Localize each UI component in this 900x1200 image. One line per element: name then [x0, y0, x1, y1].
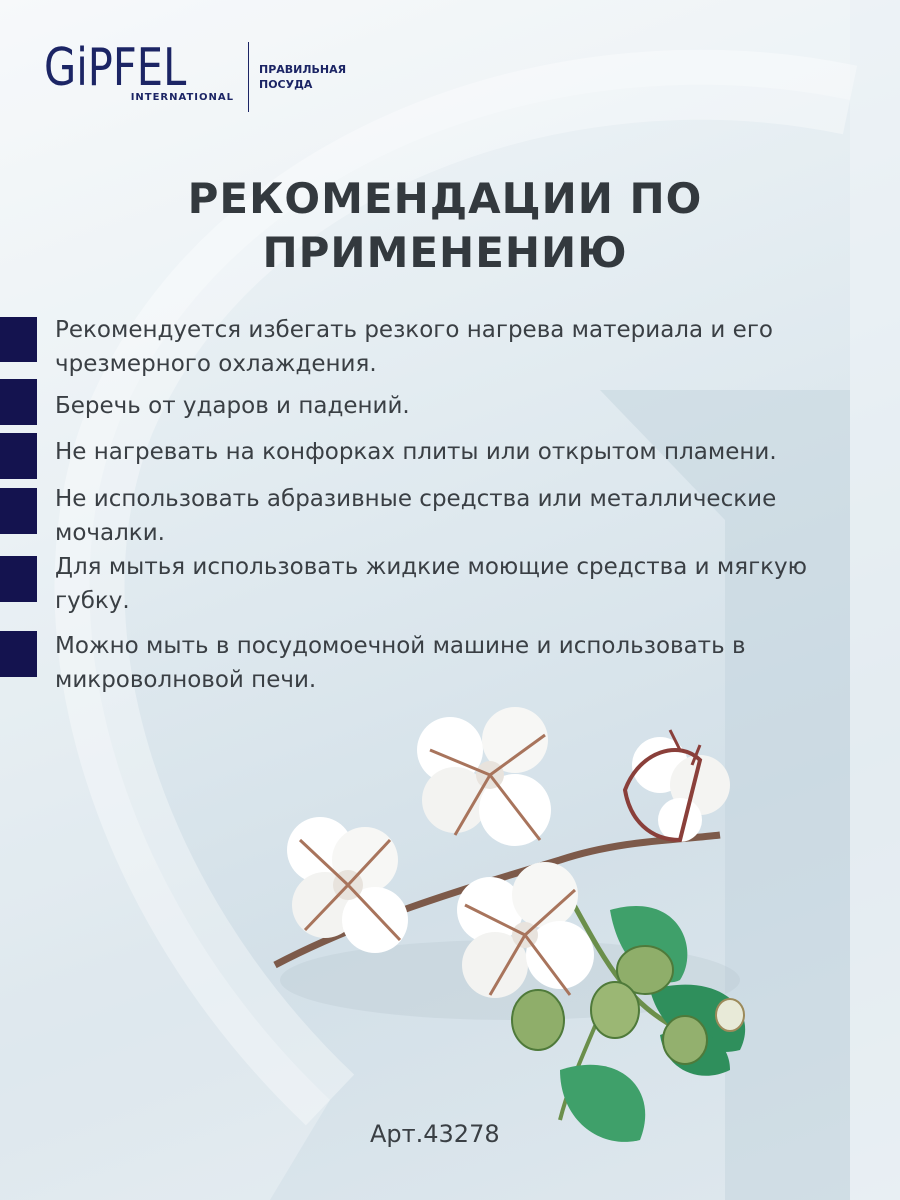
brand-name: GiPFEL: [44, 38, 187, 98]
brand-logo: [44, 38, 369, 112]
recommendation-text: Не использовать абразивные средства или металлические мочалки.: [55, 486, 777, 546]
recommendation-text: Можно мыть в посудомоечной машине и использовать в микроволновой печи.: [55, 633, 746, 693]
logo-divider: [248, 42, 249, 112]
brand-tagline-line1: ПРАВИЛЬНАЯ: [259, 63, 347, 76]
brand-tagline-line2: ПОСУДА: [259, 78, 313, 91]
recommendation-text: Рекомендуется избегать резкого нагрева материала и его чрезмерного охлаждения.: [55, 317, 773, 377]
bullet-marker: [0, 631, 37, 677]
brand-subtitle: INTERNATIONAL: [130, 92, 234, 103]
page-title: [0, 172, 890, 280]
page-title-line2: ПРИМЕНЕНИЮ: [262, 228, 628, 277]
brand-tagline: [259, 62, 369, 92]
bullet-marker: [0, 379, 37, 425]
bullet-marker: [0, 556, 37, 602]
article-number: Арт.43278: [370, 1120, 500, 1148]
page-title-line1: РЕКОМЕНДАЦИИ ПО: [187, 174, 703, 223]
recommendation-text: Не нагревать на конфорках плиты или открытом пламени.: [55, 439, 777, 465]
recommendation-text: Беречь от ударов и падений.: [55, 393, 410, 419]
bullet-marker: [0, 317, 37, 362]
bullet-marker: [0, 488, 37, 534]
bullet-marker: [0, 433, 37, 479]
recommendation-text: Для мытья использовать жидкие моющие средства и мягкую губку.: [55, 554, 808, 614]
cotton-branch-icon: [260, 690, 800, 1170]
